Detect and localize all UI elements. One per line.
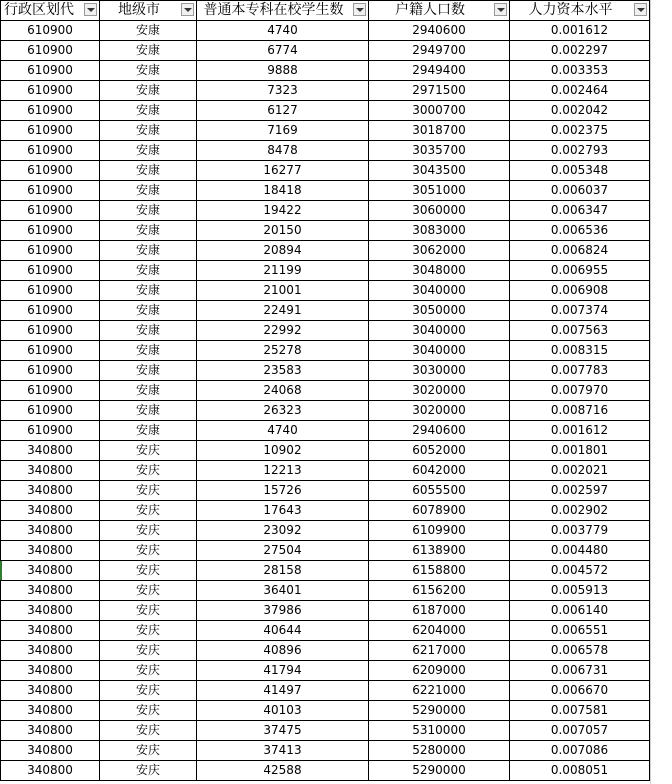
cell-human-capital[interactable]: 0.008051: [510, 761, 650, 781]
cell-admin-code[interactable]: 610900: [1, 21, 100, 41]
cell-population[interactable]: 2949400: [369, 61, 510, 81]
cell-population[interactable]: 3020000: [369, 381, 510, 401]
cell-population[interactable]: 2940600: [369, 21, 510, 41]
cell-admin-code[interactable]: 610900: [1, 161, 100, 181]
cell-population[interactable]: 3051000: [369, 181, 510, 201]
cell-human-capital[interactable]: 0.003779: [510, 521, 650, 541]
cell-students[interactable]: 4740: [197, 21, 369, 41]
cell-human-capital[interactable]: 0.003353: [510, 61, 650, 81]
active-row-marker: [0, 561, 2, 580]
cell-admin-code[interactable]: 610900: [1, 61, 100, 81]
cell-human-capital[interactable]: 0.006037: [510, 181, 650, 201]
dropdown-filter-icon[interactable]: [634, 3, 647, 16]
dropdown-filter-icon[interactable]: [181, 3, 194, 16]
cell-students[interactable]: 19422: [197, 201, 369, 221]
table-row: [1, 481, 650, 501]
cell-admin-code[interactable]: 610900: [1, 321, 100, 341]
cell-students[interactable]: 21001: [197, 281, 369, 301]
cell-population[interactable]: 2949700: [369, 41, 510, 61]
table-row: [1, 701, 650, 721]
cell-students[interactable]: 21199: [197, 261, 369, 281]
table-row: [1, 81, 650, 101]
cell-students[interactable]: 7169: [197, 121, 369, 141]
cell-population[interactable]: 6042000: [369, 461, 510, 481]
cell-city[interactable]: 安庆: [100, 721, 197, 741]
cell-population[interactable]: 3040000: [369, 321, 510, 341]
cell-admin-code[interactable]: 610900: [1, 201, 100, 221]
cell-students[interactable]: 18418: [197, 181, 369, 201]
cell-human-capital[interactable]: 0.002021: [510, 461, 650, 481]
table-row: [1, 141, 650, 161]
cell-human-capital[interactable]: 0.006731: [510, 661, 650, 681]
table-row: [1, 681, 650, 701]
cell-students[interactable]: 41497: [197, 681, 369, 701]
cell-city[interactable]: 安康: [100, 141, 197, 161]
cell-admin-code[interactable]: 340800: [1, 501, 100, 521]
cell-city[interactable]: 安康: [100, 401, 197, 421]
cell-city[interactable]: 安康: [100, 181, 197, 201]
cell-population[interactable]: 3000700: [369, 101, 510, 121]
cell-human-capital[interactable]: 0.008315: [510, 341, 650, 361]
cell-students[interactable]: 10902: [197, 441, 369, 461]
cell-students[interactable]: 37475: [197, 721, 369, 741]
header-population[interactable]: [369, 1, 510, 21]
table-row: [1, 761, 650, 781]
cell-human-capital[interactable]: 0.002297: [510, 41, 650, 61]
header-label: 人力资本水平: [528, 2, 613, 18]
cell-human-capital[interactable]: 0.002597: [510, 481, 650, 501]
cell-city[interactable]: 安康: [100, 421, 197, 441]
cell-human-capital[interactable]: 0.002902: [510, 501, 650, 521]
cell-students[interactable]: 40103: [197, 701, 369, 721]
cell-population[interactable]: 6204000: [369, 621, 510, 641]
table-row: [1, 521, 650, 541]
table-row: [1, 101, 650, 121]
cell-population[interactable]: 6221000: [369, 681, 510, 701]
cell-population[interactable]: 6078900: [369, 501, 510, 521]
cell-city[interactable]: 安康: [100, 361, 197, 381]
cell-human-capital[interactable]: 0.004572: [510, 561, 650, 581]
cell-human-capital[interactable]: 0.002042: [510, 101, 650, 121]
cell-admin-code[interactable]: 340800: [1, 601, 100, 621]
table-row: [1, 201, 650, 221]
cell-city[interactable]: 安康: [100, 241, 197, 261]
header-row: [1, 1, 650, 21]
cell-population[interactable]: 3018700: [369, 121, 510, 141]
cell-human-capital[interactable]: 0.006536: [510, 221, 650, 241]
cell-city[interactable]: 安康: [100, 81, 197, 101]
table-row: [1, 721, 650, 741]
cell-city[interactable]: 安庆: [100, 601, 197, 621]
cell-students[interactable]: 6774: [197, 41, 369, 61]
table-row: [1, 361, 650, 381]
cell-population[interactable]: 6055500: [369, 481, 510, 501]
cell-admin-code[interactable]: 340800: [1, 701, 100, 721]
cell-admin-code[interactable]: 340800: [1, 441, 100, 461]
cell-human-capital[interactable]: 0.006670: [510, 681, 650, 701]
cell-city[interactable]: 安康: [100, 61, 197, 81]
cell-admin-code[interactable]: 610900: [1, 141, 100, 161]
cell-human-capital[interactable]: 0.004480: [510, 541, 650, 561]
cell-city[interactable]: 安康: [100, 221, 197, 241]
cell-population[interactable]: 6187000: [369, 601, 510, 621]
cell-admin-code[interactable]: 610900: [1, 361, 100, 381]
cell-city[interactable]: 安庆: [100, 701, 197, 721]
cell-human-capital[interactable]: 0.006824: [510, 241, 650, 261]
cell-human-capital[interactable]: 0.006347: [510, 201, 650, 221]
table-row: [1, 401, 650, 421]
cell-population[interactable]: 3062000: [369, 241, 510, 261]
cell-human-capital[interactable]: 0.006955: [510, 261, 650, 281]
cell-city[interactable]: 安庆: [100, 501, 197, 521]
table-row: [1, 161, 650, 181]
cell-population[interactable]: 5290000: [369, 761, 510, 781]
cell-human-capital[interactable]: 0.002464: [510, 81, 650, 101]
cell-human-capital[interactable]: 0.005348: [510, 161, 650, 181]
cell-city[interactable]: 安庆: [100, 561, 197, 581]
cell-human-capital[interactable]: 0.002375: [510, 121, 650, 141]
table-row: [1, 61, 650, 81]
cell-human-capital[interactable]: 0.007057: [510, 721, 650, 741]
cell-students[interactable]: 36401: [197, 581, 369, 601]
table-row: [1, 241, 650, 261]
cell-population[interactable]: 3083000: [369, 221, 510, 241]
cell-population[interactable]: 5290000: [369, 701, 510, 721]
cell-city[interactable]: 安庆: [100, 641, 197, 661]
cell-city[interactable]: 安康: [100, 161, 197, 181]
cell-students[interactable]: 4740: [197, 421, 369, 441]
cell-human-capital[interactable]: 0.006908: [510, 281, 650, 301]
cell-population[interactable]: 6156200: [369, 581, 510, 601]
cell-students[interactable]: 26323: [197, 401, 369, 421]
cell-city[interactable]: 安庆: [100, 621, 197, 641]
table-row: [1, 661, 650, 681]
cell-human-capital[interactable]: 0.006140: [510, 601, 650, 621]
cell-population[interactable]: 3043500: [369, 161, 510, 181]
cell-admin-code[interactable]: 340800: [1, 761, 100, 781]
table-row: [1, 421, 650, 441]
cell-admin-code[interactable]: 610900: [1, 281, 100, 301]
table-row: [1, 41, 650, 61]
cell-city[interactable]: 安庆: [100, 441, 197, 461]
cell-city[interactable]: 安康: [100, 101, 197, 121]
cell-students[interactable]: 15726: [197, 481, 369, 501]
cell-admin-code[interactable]: 340800: [1, 581, 100, 601]
header-label: 行政区划代: [4, 2, 74, 18]
cell-admin-code[interactable]: 610900: [1, 401, 100, 421]
cell-admin-code[interactable]: 610900: [1, 261, 100, 281]
cell-admin-code[interactable]: 610900: [1, 41, 100, 61]
cell-human-capital[interactable]: 0.005913: [510, 581, 650, 601]
cell-human-capital[interactable]: 0.007086: [510, 741, 650, 761]
cell-students[interactable]: 12213: [197, 461, 369, 481]
cell-city[interactable]: 安康: [100, 261, 197, 281]
cell-population[interactable]: 5310000: [369, 721, 510, 741]
cell-admin-code[interactable]: 340800: [1, 461, 100, 481]
table-row: [1, 581, 650, 601]
cell-population[interactable]: 6209000: [369, 661, 510, 681]
table-row: [1, 601, 650, 621]
cell-population[interactable]: 3040000: [369, 341, 510, 361]
cell-city[interactable]: 安康: [100, 321, 197, 341]
cell-admin-code[interactable]: 610900: [1, 421, 100, 441]
cell-population[interactable]: 3030000: [369, 361, 510, 381]
header-label: 户籍人口数: [395, 2, 465, 18]
cell-students[interactable]: 42588: [197, 761, 369, 781]
cell-students[interactable]: 37413: [197, 741, 369, 761]
cell-population[interactable]: 3050000: [369, 301, 510, 321]
table-row: [1, 121, 650, 141]
cell-students[interactable]: 25278: [197, 341, 369, 361]
cell-admin-code[interactable]: 340800: [1, 561, 100, 581]
cell-admin-code[interactable]: 610900: [1, 241, 100, 261]
cell-admin-code[interactable]: 340800: [1, 741, 100, 761]
table-row: [1, 181, 650, 201]
cell-city[interactable]: 安康: [100, 281, 197, 301]
cell-population[interactable]: 3020000: [369, 401, 510, 421]
cell-human-capital[interactable]: 0.008716: [510, 401, 650, 421]
cell-population[interactable]: 5280000: [369, 741, 510, 761]
cell-human-capital[interactable]: 0.007581: [510, 701, 650, 721]
cell-students[interactable]: 8478: [197, 141, 369, 161]
cell-population[interactable]: 6158800: [369, 561, 510, 581]
table-row: [1, 301, 650, 321]
cell-city[interactable]: 安康: [100, 301, 197, 321]
dropdown-filter-icon[interactable]: [353, 3, 366, 16]
header-city[interactable]: [100, 1, 197, 21]
cell-population[interactable]: 2940600: [369, 421, 510, 441]
cell-admin-code[interactable]: 610900: [1, 221, 100, 241]
cell-human-capital[interactable]: 0.006551: [510, 621, 650, 641]
cell-city[interactable]: 安庆: [100, 521, 197, 541]
cell-city[interactable]: 安康: [100, 21, 197, 41]
cell-admin-code[interactable]: 340800: [1, 661, 100, 681]
cell-city[interactable]: 安康: [100, 201, 197, 221]
cell-human-capital[interactable]: 0.007783: [510, 361, 650, 381]
cell-admin-code[interactable]: 610900: [1, 181, 100, 201]
table-row: [1, 441, 650, 461]
header-students[interactable]: [197, 1, 369, 21]
column-divider: [650, 0, 651, 784]
table-row: [1, 461, 650, 481]
cell-admin-code[interactable]: 340800: [1, 721, 100, 741]
header-human-capital[interactable]: [510, 1, 650, 21]
cell-city[interactable]: 安庆: [100, 461, 197, 481]
cell-admin-code[interactable]: 610900: [1, 301, 100, 321]
table-row: [1, 541, 650, 561]
cell-human-capital[interactable]: 0.007970: [510, 381, 650, 401]
table-row: [1, 341, 650, 361]
cell-city[interactable]: 安庆: [100, 661, 197, 681]
cell-population[interactable]: 6109900: [369, 521, 510, 541]
cell-human-capital[interactable]: 0.001612: [510, 21, 650, 41]
cell-city[interactable]: 安康: [100, 121, 197, 141]
cell-population[interactable]: 6217000: [369, 641, 510, 661]
table-row: [1, 281, 650, 301]
cell-population[interactable]: 3060000: [369, 201, 510, 221]
cell-admin-code[interactable]: 340800: [1, 641, 100, 661]
cell-admin-code[interactable]: 610900: [1, 341, 100, 361]
cell-human-capital[interactable]: 0.007374: [510, 301, 650, 321]
header-admin-code[interactable]: [1, 1, 100, 21]
cell-students[interactable]: 22491: [197, 301, 369, 321]
cell-population[interactable]: 3040000: [369, 281, 510, 301]
cell-city[interactable]: 安庆: [100, 481, 197, 501]
cell-students[interactable]: 27504: [197, 541, 369, 561]
table-row: [1, 261, 650, 281]
cell-population[interactable]: 3035700: [369, 141, 510, 161]
header-label: 地级市: [118, 2, 160, 18]
cell-students[interactable]: 23583: [197, 361, 369, 381]
cell-students[interactable]: 24068: [197, 381, 369, 401]
cell-human-capital[interactable]: 0.001801: [510, 441, 650, 461]
table-row: [1, 381, 650, 401]
header-label: 普通本专科在校学生数: [203, 2, 344, 18]
cell-population[interactable]: 6138900: [369, 541, 510, 561]
cell-students[interactable]: 9888: [197, 61, 369, 81]
table-row: [1, 741, 650, 761]
dropdown-filter-icon[interactable]: [494, 3, 507, 16]
table-row: [1, 21, 650, 41]
cell-students[interactable]: 22992: [197, 321, 369, 341]
cell-city[interactable]: 安庆: [100, 761, 197, 781]
cell-students[interactable]: 16277: [197, 161, 369, 181]
cell-students[interactable]: 17643: [197, 501, 369, 521]
cell-students[interactable]: 20150: [197, 221, 369, 241]
cell-students[interactable]: 7323: [197, 81, 369, 101]
cell-human-capital[interactable]: 0.002793: [510, 141, 650, 161]
cell-population[interactable]: 3048000: [369, 261, 510, 281]
cell-admin-code[interactable]: 340800: [1, 621, 100, 641]
cell-admin-code[interactable]: 340800: [1, 541, 100, 561]
cell-students[interactable]: 41794: [197, 661, 369, 681]
table-row: [1, 321, 650, 341]
cell-city[interactable]: 安庆: [100, 581, 197, 601]
table-row: [1, 561, 650, 581]
cell-admin-code[interactable]: 610900: [1, 381, 100, 401]
cell-human-capital[interactable]: 0.007563: [510, 321, 650, 341]
cell-city[interactable]: 安康: [100, 341, 197, 361]
cell-city[interactable]: 安庆: [100, 681, 197, 701]
cell-students[interactable]: 20894: [197, 241, 369, 261]
cell-population[interactable]: 2971500: [369, 81, 510, 101]
cell-city[interactable]: 安庆: [100, 541, 197, 561]
cell-human-capital[interactable]: 0.001612: [510, 421, 650, 441]
cell-admin-code[interactable]: 610900: [1, 121, 100, 141]
cell-admin-code[interactable]: 340800: [1, 521, 100, 541]
table-row: [1, 641, 650, 661]
cell-admin-code[interactable]: 610900: [1, 81, 100, 101]
cell-students[interactable]: 40896: [197, 641, 369, 661]
cell-students[interactable]: 6127: [197, 101, 369, 121]
cell-population[interactable]: 6052000: [369, 441, 510, 461]
cell-admin-code[interactable]: 340800: [1, 481, 100, 501]
cell-city[interactable]: 安庆: [100, 741, 197, 761]
cell-admin-code[interactable]: 340800: [1, 681, 100, 701]
table-body: [1, 21, 650, 781]
dropdown-filter-icon[interactable]: [84, 3, 97, 16]
cell-city[interactable]: 安康: [100, 381, 197, 401]
cell-city[interactable]: 安康: [100, 41, 197, 61]
table-row: [1, 221, 650, 241]
cell-students[interactable]: 37986: [197, 601, 369, 621]
cell-students[interactable]: 28158: [197, 561, 369, 581]
table-row: [1, 501, 650, 521]
cell-human-capital[interactable]: 0.006578: [510, 641, 650, 661]
cell-students[interactable]: 40644: [197, 621, 369, 641]
cell-admin-code[interactable]: 610900: [1, 101, 100, 121]
table-row: [1, 621, 650, 641]
cell-students[interactable]: 23092: [197, 521, 369, 541]
